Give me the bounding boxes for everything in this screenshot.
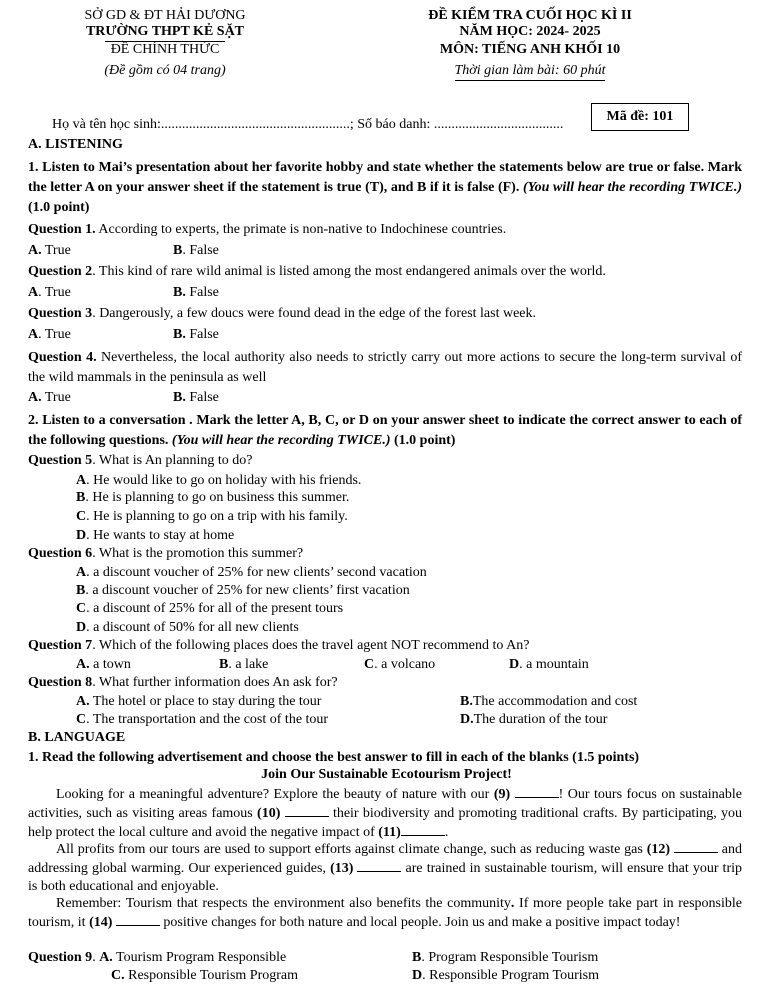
text-run: All profits from our tours are used to support efforts against climate change, such as reducing waste gas (56, 842, 647, 857)
question-text: Nevertheless, the local authority also needs to strictly carry out more actions to secure the long-term survival of the wild mammals in the peninsula as well (28, 350, 742, 385)
task2-note: (You will hear the recording TWICE.) (171, 433, 391, 448)
option-text: True (41, 243, 71, 258)
q8-option-a (76, 694, 321, 710)
option-key: B. (460, 694, 473, 709)
q9-option-d (412, 968, 599, 984)
school-name: TRƯỜNG THPT KẺ SẶT (85, 24, 245, 39)
question-label: Question 5 (28, 453, 93, 468)
option-text: . True (38, 285, 71, 300)
blank-14 (116, 913, 160, 926)
option-text: . The transportation and the cost of the tour (86, 712, 329, 727)
option-text: . a discount voucher of 25% for new clients’ second vacation (86, 565, 427, 580)
section-a-title: A. LISTENING (28, 137, 123, 152)
task2-instruction (28, 411, 742, 451)
option-key: B. (173, 285, 186, 300)
option-key: C (76, 601, 87, 616)
option-text: False (185, 390, 219, 405)
option-text: . False (182, 243, 219, 258)
text-run: . (444, 825, 449, 840)
blank-12 (674, 840, 718, 853)
blank-number-14: (14) (89, 915, 113, 930)
question-label: Question 9 (28, 950, 93, 965)
blank-number-11: (11) (378, 825, 401, 840)
option-text: a town (89, 657, 131, 672)
q1-option-b (173, 243, 219, 259)
option-key: B. (173, 390, 186, 405)
student-info-line: Họ và tên học sinh:......................................................; Số báo danh: ..................................... (52, 117, 564, 132)
q7-option-a (76, 657, 131, 673)
question-label: Question 4. (28, 350, 97, 365)
option-text: Tourism Program Responsible (112, 950, 287, 965)
blank-9 (515, 785, 559, 798)
question-3 (28, 306, 536, 322)
task-b1-instruction: 1. Read the following advertisement and choose the best answer to fill in each of the blanks (1.5 points) (28, 750, 640, 765)
ad-title: Join Our Sustainable Ecotourism Project! (261, 767, 512, 782)
q5-option-c (76, 509, 348, 525)
question-text: . What further information does An ask for? (92, 675, 338, 690)
option-key: B (173, 243, 183, 258)
blank-11 (401, 823, 445, 836)
question-4 (28, 348, 742, 388)
question-text: According to experts, the primate is non-native to Indochinese countries. (95, 222, 507, 237)
question-text: . What is the promotion this summer? (92, 546, 304, 561)
time-text: Thời gian làm bài: 60 phút (455, 63, 606, 81)
option-text: . a discount of 50% for all new clients (86, 620, 299, 635)
option-text: . a lake (228, 657, 269, 672)
option-key: A (28, 285, 39, 300)
option-key: A. (76, 657, 90, 672)
question-8 (28, 675, 338, 691)
option-key: C (76, 509, 87, 524)
official-text: ĐỀ CHÍNH THỨC (105, 41, 226, 58)
option-key: B (219, 657, 229, 672)
option-key: A. (99, 950, 113, 965)
question-label: Question 6 (28, 546, 93, 561)
blank-10 (285, 804, 329, 817)
question-label: Question 3 (28, 306, 93, 321)
blank-number-10: (10) (257, 806, 281, 821)
task1-text: 1. Listen to Mai’s presentation about her favorite hobby and state whether the statements below are true or false. Mark the letter A on your answer sheet if the statement is true (T), and B if it is false (F). (28, 160, 742, 195)
ad-paragraph-3 (28, 895, 742, 932)
option-key: D. (460, 712, 474, 727)
text-run: ! Our tours focus on sustainable activities, such as visiting areas famous (28, 787, 743, 821)
q6-option-d (76, 620, 299, 636)
option-text: The hotel or place to stay during the tour (89, 694, 322, 709)
subject: MÔN: TIẾNG ANH KHỐI 10 (439, 42, 621, 57)
question-2 (28, 264, 606, 280)
q1-option-a (28, 243, 71, 259)
time-limit (380, 63, 680, 79)
option-key: B. (173, 327, 186, 342)
question-label: Question 8 (28, 675, 93, 690)
option-text: . a mountain (519, 657, 589, 672)
text-run: Looking for a meaningful adventure? Explore the beauty of nature with our (56, 787, 494, 802)
blank-number-12: (12) (646, 842, 671, 857)
question-label: Question 7 (28, 638, 93, 653)
option-key: B (76, 490, 86, 505)
option-text: . a volcano (374, 657, 436, 672)
option-text: . He is planning to go on business this summer. (85, 490, 350, 505)
question-text: . Dangerously, a few doucs were found dead in the edge of the forest last week. (92, 306, 537, 321)
q5-option-b (76, 490, 349, 506)
ad-paragraph-2 (28, 840, 742, 896)
question-label: Question 2 (28, 264, 93, 279)
task2-text: 2. Listen to a conversation . Mark the letter A, B, C, or D on your answer sheet to indicate the correct answer to each of the following questions. (28, 413, 742, 448)
q5-option-a (76, 473, 361, 489)
option-text: . a discount voucher of 25% for new clients’ first vacation (85, 583, 410, 598)
option-key: A (76, 565, 87, 580)
option-key: A. (28, 243, 42, 258)
q7-option-c (364, 657, 435, 673)
official-label (20, 41, 310, 58)
q9-option-b (412, 950, 598, 966)
text-run: Remember: Tourism that respects the environment also benefits the community (56, 896, 511, 911)
question-label: Question 1. (28, 222, 96, 237)
option-key: A. (76, 694, 90, 709)
task2-points: (1.0 point) (394, 433, 456, 448)
option-key: A (76, 473, 87, 488)
text-run: their biodiversity and promoting traditional crafts. By participating, you help protect the local culture and avoid the negative impact of (28, 806, 742, 840)
option-text: Responsible Tourism Program (124, 968, 298, 983)
option-key: C (76, 712, 87, 727)
task1-instruction (28, 158, 742, 218)
task1-note: (You will hear the recording TWICE.) (522, 180, 742, 195)
option-text: The accommodation and cost (472, 694, 638, 709)
option-key: D (76, 528, 87, 543)
blank-number-13: (13) (330, 861, 354, 876)
q3-option-a (28, 327, 71, 343)
q6-option-b (76, 583, 410, 599)
option-text: . He wants to stay at home (86, 528, 235, 543)
blank-13 (357, 859, 401, 872)
q4-option-b (173, 390, 219, 406)
option-text: The duration of the tour (473, 712, 608, 727)
option-key: C (364, 657, 375, 672)
option-key: B (412, 950, 422, 965)
question-6 (28, 546, 303, 562)
text-run: . (510, 896, 515, 911)
option-key: A (28, 327, 39, 342)
option-text: . True (38, 327, 71, 342)
option-text: . He would like to go on holiday with his friends. (86, 473, 362, 488)
school-year: NĂM HỌC: 2024- 2025 (459, 24, 601, 39)
ad-paragraph-1 (28, 785, 742, 842)
section-b-title: B. LANGUAGE (28, 730, 126, 745)
option-text: . He is planning to go on a trip with his family. (86, 509, 348, 524)
question-1 (28, 222, 506, 238)
option-key: A. (28, 390, 42, 405)
option-key: D (509, 657, 520, 672)
q7-option-d (509, 657, 589, 673)
option-key: C. (111, 968, 125, 983)
task1-points: (1.0 point) (28, 200, 90, 215)
option-text: . Responsible Program Tourism (422, 968, 599, 983)
q9-option-c (111, 968, 298, 984)
q2-option-b (173, 285, 219, 301)
question-text: . Which of the following places does the travel agent NOT recommend to An? (92, 638, 530, 653)
option-text: False (185, 285, 219, 300)
exam-title: ĐỀ KIỂM TRA CUỐI HỌC KÌ II (428, 8, 632, 23)
text-run: If more people take part in responsible tourism, it (28, 896, 742, 930)
text-run: positive changes for both nature and local people. Join us and make a positive impact today! (159, 915, 681, 930)
q6-option-a (76, 565, 427, 581)
blank-number-9: (9) (493, 787, 511, 802)
q8-option-b (460, 694, 637, 710)
exam-code-box: Mã đề: 101 (591, 103, 689, 131)
option-text: True (41, 390, 71, 405)
q7-option-b (219, 657, 268, 673)
q5-option-d (76, 528, 234, 544)
q8-option-c (76, 712, 328, 728)
question-7 (28, 638, 529, 654)
q6-option-c (76, 601, 343, 617)
option-text: . a discount of 25% for all of the present tours (86, 601, 344, 616)
q3-option-b (173, 327, 219, 343)
option-text: . Program Responsible Tourism (421, 950, 599, 965)
option-key: D (76, 620, 87, 635)
question-text: . (92, 950, 100, 965)
q4-option-a (28, 390, 71, 406)
option-key: D (412, 968, 423, 983)
text-run: and addressing global warming. Our experienced guides, (28, 842, 743, 876)
question-5 (28, 453, 253, 469)
option-key: B (76, 583, 86, 598)
page-count: (Đề gồm có 04 trang) (104, 63, 226, 78)
option-text: False (185, 327, 219, 342)
q8-option-d (460, 712, 607, 728)
question-text: . This kind of rare wild animal is listed among the most endangered animals over the world. (92, 264, 606, 279)
question-text: . What is An planning to do? (92, 453, 253, 468)
text-run: are trained in sustainable tourism, will ensure that your trip is both educational and enjoyable. (28, 861, 742, 894)
department-name: SỞ GD & ĐT HẢI DƯƠNG (84, 8, 246, 23)
q2-option-a (28, 285, 71, 301)
question-9 (28, 950, 286, 966)
